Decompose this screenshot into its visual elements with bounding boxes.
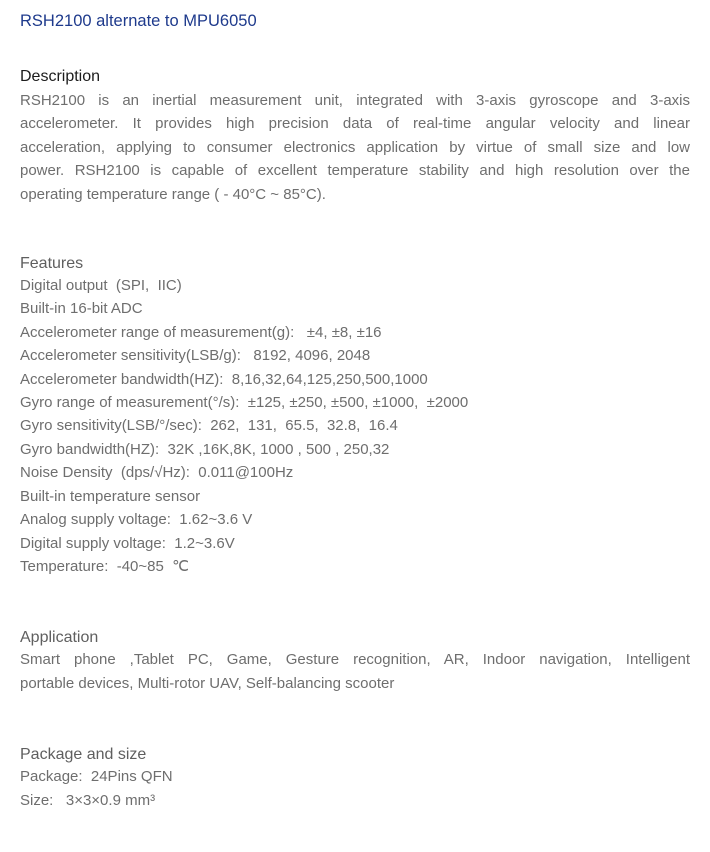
- description-line: accelerometer. It provides high precision data of real-time angular velocity and linear: [20, 115, 690, 133]
- application-heading: Application: [20, 629, 99, 647]
- application-line: portable devices, Multi-rotor UAV, Self-balancing scooter: [20, 674, 395, 692]
- package-list: [20, 765, 690, 812]
- description-line: RSH2100 is an inertial measurement unit, integrated with 3-axis gyroscope and 3-axis: [20, 92, 690, 109]
- feature-item: Temperature: -40~85 ℃: [20, 557, 190, 575]
- feature-item: Accelerometer sensitivity(LSB/g): 8192, 4096, 2048: [20, 347, 371, 365]
- feature-item: Built-in temperature sensor: [20, 487, 201, 505]
- feature-item: Gyro range of measurement(°/s): ±125, ±250, ±500, ±1000, ±2000: [20, 394, 469, 412]
- application-paragraph: [20, 648, 690, 695]
- description-heading: Description: [20, 68, 101, 85]
- feature-item: Gyro sensitivity(LSB/°/sec): 262, 131, 65.5, 32.8, 16.4: [20, 417, 398, 435]
- feature-item: Digital supply voltage: 1.2~3.6V: [20, 534, 235, 552]
- package-heading: Package and size: [20, 746, 147, 764]
- description-line: operating temperature range ( - 40°C ~ 85°C).: [20, 185, 326, 203]
- feature-item: Gyro bandwidth(HZ): 32K ,16K,8K, 1000 , 500 , 250,32: [20, 440, 390, 458]
- package-item: Size: 3×3×0.9 mm³: [20, 791, 156, 809]
- description-line: acceleration, applying to consumer electronics application by virtue of small size and low: [20, 138, 690, 156]
- description-line: power. RSH2100 is capable of excellent temperature stability and high resolution over the: [20, 162, 690, 180]
- package-item: Package: 24Pins QFN: [20, 768, 173, 786]
- feature-item: Built-in 16-bit ADC: [20, 300, 143, 318]
- description-paragraph: [20, 89, 690, 206]
- feature-item: Noise Density (dps/√Hz): 0.011@100Hz: [20, 464, 294, 482]
- feature-item: Accelerometer bandwidth(HZ): 8,16,32,64,125,250,500,1000: [20, 370, 428, 388]
- feature-item: Accelerometer range of measurement(g): ±4, ±8, ±16: [20, 323, 382, 341]
- feature-item: Analog supply voltage: 1.62~3.6 V: [20, 511, 253, 529]
- application-line: Smart phone ,Tablet PC, Game, Gesture recognition, AR, Indoor navigation, Intelligent: [20, 651, 690, 669]
- feature-item: Digital output (SPI, IIC): [20, 277, 182, 295]
- features-list: [20, 274, 690, 578]
- page-title: RSH2100 alternate to MPU6050: [20, 12, 257, 30]
- features-heading: Features: [20, 255, 84, 273]
